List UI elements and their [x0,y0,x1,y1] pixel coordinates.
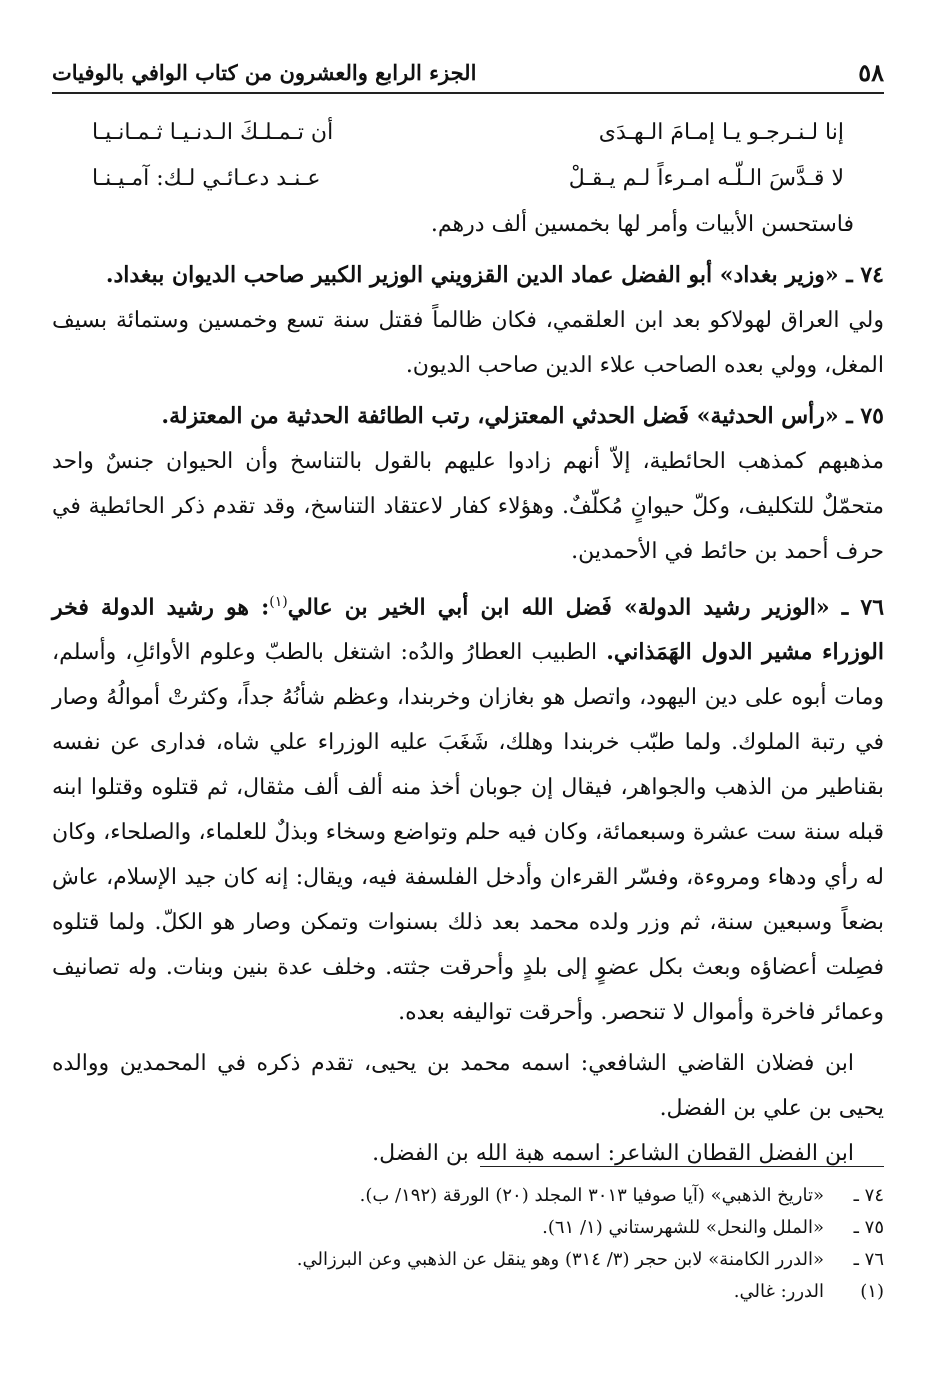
footnote-item [52,1276,884,1308]
paragraph-after-verses: فاستحسن الأبيات وأمر لها بخمسين ألف درهم. [430,212,854,237]
main-text [52,110,884,1176]
footnote-divider [480,1166,884,1167]
page-number: ٥٨ [858,57,884,87]
entry-75-heading: ٧٥ ـ «رأس الحدثية» فَضل الحدثي المعتزلي، رتب الطائفة الحدثية من المعتزلة. [161,403,884,429]
entry-76-heading-a: ٧٦ ـ «الوزير رشيد الدولة» فَضل الله ابن أبي الخير بن عالي [287,594,885,621]
entry-76-body: الطبيب العطارُ والدُه: اشتغل بالطبّ وعلوم الأوائلِ، وأسلم، ومات أبوه على دين اليهود، واتصل هو بغازان وخربندا، وعظم شأنُهُ جداً، وكثرتْ أموالُهُ وصار في رتبة الملوك. ولما طبّب خربندا وهلك، شَغَبَ عليه الوزراء علي شاه، فدارى عن نفسه بقناطير من الذهب والجواهر، فيقال إن جوبان أخذ منه ألف ألف مثقال، ثم قتلوه وقتلوا ابنه قبله سنة ست عشرة وسبعمائة، وكان فيه حلم وتواضع وسخاء وبذلٌ للعلماء، والصلحاء، وكان له رأي ودهاء ومروءة، وفسّر القرءان وأدخل الفلسفة فيه، ويقال: إنه كان جيد الإسلام، عاش بضعاً وسبعين سنة، ثم وزر ولده محمد بعد ذلك بسنوات وتمكن وصار هو الكلّ. ولما قتلوه فصِلت أعضاؤه وبعث بكل عضوٍ إلى بلدٍ وأحرقت جثته. وخلف عدة بنين وبنات. وله تصانيف وعمائر فاخرة وأموال لا تنحصر. وأحرقت تواليفه بعده. [52,640,885,1026]
footnote-text: الدرر: غالي. [733,1281,824,1302]
verse-second-hemistich: أن تـمـلـكَ الـدنـيـا ثـمـانـيـا [92,120,334,145]
footnote-number: ٧٦ ـ [853,1249,884,1270]
verse-line [52,156,884,202]
footnote-item [52,1180,884,1212]
entry-76-heading-b: : هو رشيد الدولة فخر الوزراء مشير الدول الهَمَذاني. [52,594,885,666]
footnotes [52,1180,884,1308]
entry-74-heading: ٧٤ ـ «وزير بغداد» أبو الفضل عماد الدين القزويني الوزير الكبير صاحب الديوان ببغداد. [105,262,884,288]
footnote-item [52,1212,884,1244]
entry-74-body: ولي العراق لهولاكو بعد ابن العلقمي، فكان ظالماً فقتل سنة تسع وخمسين وستمائة بسيف المغل، وولي بعده الصاحب علاء الدين صاحب الديون. [52,308,884,378]
cross-reference-ibn-al-fadl: ابن الفضل القطان الشاعر: اسمه هبة الله بن الفضل. [372,1141,854,1167]
entry-75-body: مذهبهم كمذهب الحائطية، إلاّ أنهم زادوا عليهم بالقول بالتناسخ وأن الحيوان جنسٌ واحد متحمّلٌ للتكليف، وكلّ حيوانٍ مُكلّفٌ. وهؤلاء كفار لاعتقاد التناسخ، وقد تقدم ذكر الحائطية في حرف أحمد بن حائط في الأحمدين. [52,449,884,564]
footnote-text: «الملل والنحل» للشهرستاني (١/ ٦١). [542,1217,824,1238]
footnote-number: ٧٥ ـ [853,1217,884,1238]
running-title: الجزء الرابع والعشرون من كتاب الوافي بالوفيات [52,59,477,85]
entry-76 [52,580,884,1035]
verse-first-hemistich: لا قـدَّسَ الـلّـه امـرءاً لـم يـقـلْ [568,166,844,191]
footnote-number: (١) [860,1281,884,1302]
footnote-text: «تاريخ الذهبي» (آيا صوفيا ٣٠١٣ المجلد (٢٠) الورقة (١٩٢/ ب). [359,1185,824,1206]
verse-line [52,110,884,156]
verse-first-hemistich: إنا لـنـرجـو يـا إمـامَ الـهـدَى [598,120,844,145]
footnote-item [52,1244,884,1276]
footnote-number: ٧٤ ـ [853,1185,884,1206]
page-header [52,52,884,94]
footnote-reference: (١) [269,594,288,610]
verse-second-hemistich: عـنـد دعـائـي لـك: آمـيـنـا [92,166,321,191]
footnote-text: «الدرر الكامنة» لابن حجر (٣/ ٣١٤) وهو ينقل عن الذهبي وعن البرزالي. [296,1249,824,1270]
cross-reference-ibn-fadlan: ابن فضلان القاضي الشافعي: اسمه محمد بن يحيى، تقدم ذكره في المحمدين ووالده يحيى بن علي بن الفضل. [52,1051,884,1122]
